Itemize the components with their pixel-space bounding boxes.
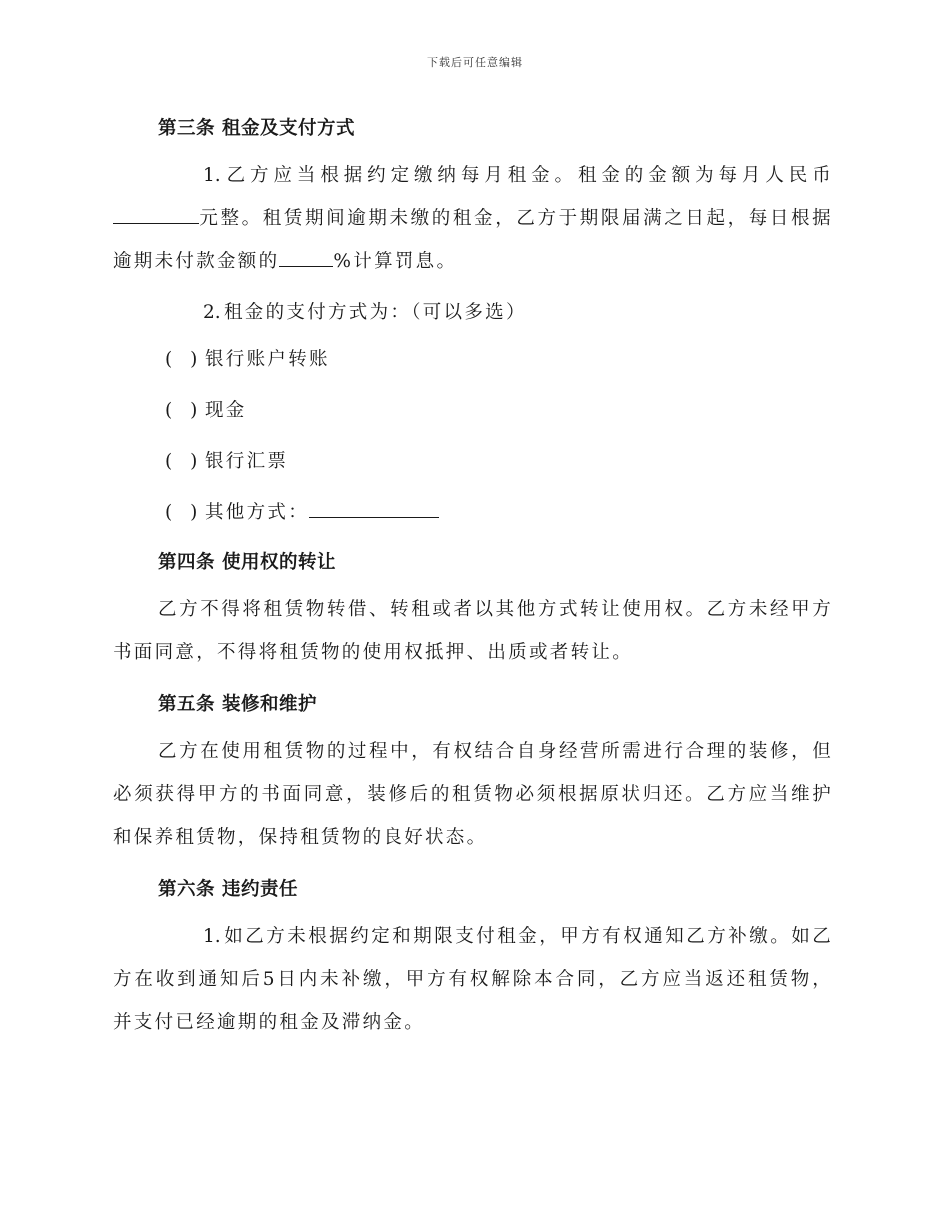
option-label: 银行账户转账 xyxy=(205,349,330,370)
item-text-part-c: %计算罚息。 xyxy=(333,251,458,272)
item-text: 租金的支付方式为：（可以多选） xyxy=(224,302,527,323)
article-5-heading: 第五条 装修和维护 xyxy=(158,694,317,715)
other-method-blank[interactable] xyxy=(309,495,439,518)
item-number: 1. xyxy=(203,926,221,947)
payment-option-other[interactable] xyxy=(165,487,833,538)
item-text: 如乙方未根据约定和期限支付租金，甲方有权通知乙方补缴。如乙方在收到通知后5日内未补缴，甲方有权解除本合同，乙方应当返还租赁物，并支付已经逾期的租金及滞纳金。 xyxy=(113,926,833,1033)
option-label: 现金 xyxy=(205,400,247,421)
item-text-part-b: 元整。租赁期间逾期未缴的租金，乙方于期限届满之日起，每日根据逾期未付款金额的 xyxy=(113,208,833,272)
article-3-heading: 第三条 租金及支付方式 xyxy=(158,118,355,139)
article-3-item-2 xyxy=(113,291,833,334)
document-body xyxy=(113,112,833,1044)
rent-amount-blank[interactable] xyxy=(113,201,199,224)
article-6-item-1 xyxy=(113,915,833,1044)
page-header-note: 下载后可任意编辑 xyxy=(427,56,523,69)
option-label: 其他方式： xyxy=(205,502,310,523)
article-3-item-1 xyxy=(113,154,833,283)
item-number: 1. xyxy=(203,165,221,186)
option-checkbox[interactable]: ( ) xyxy=(165,349,204,370)
article-6-heading: 第六条 违约责任 xyxy=(158,879,298,900)
item-number: 2. xyxy=(203,302,221,323)
article-5-text: 乙方在使用租赁物的过程中，有权结合自身经营所需进行合理的装修，但必须获得甲方的书面同意，装修后的租赁物必须根据原状归还。乙方应当维护和保养租赁物，保持租赁物的良好状态。 xyxy=(113,741,833,848)
penalty-rate-blank[interactable] xyxy=(279,244,333,267)
option-checkbox[interactable]: ( ) xyxy=(165,451,204,472)
option-checkbox[interactable]: ( ) xyxy=(165,502,204,523)
option-label: 银行汇票 xyxy=(205,451,289,472)
payment-option-bank-draft[interactable] xyxy=(165,436,833,487)
article-4-heading: 第四条 使用权的转让 xyxy=(158,552,336,573)
item-text-part-a: 乙方应当根据约定缴纳每月租金。租金的金额为每月人民币 xyxy=(224,165,833,186)
option-checkbox[interactable]: ( ) xyxy=(165,400,204,421)
article-4-text: 乙方不得将租赁物转借、转租或者以其他方式转让使用权。乙方未经甲方书面同意，不得将租赁物的使用权抵押、出质或者转让。 xyxy=(113,599,833,663)
payment-option-bank-transfer[interactable] xyxy=(165,334,833,385)
payment-option-cash[interactable] xyxy=(165,385,833,436)
